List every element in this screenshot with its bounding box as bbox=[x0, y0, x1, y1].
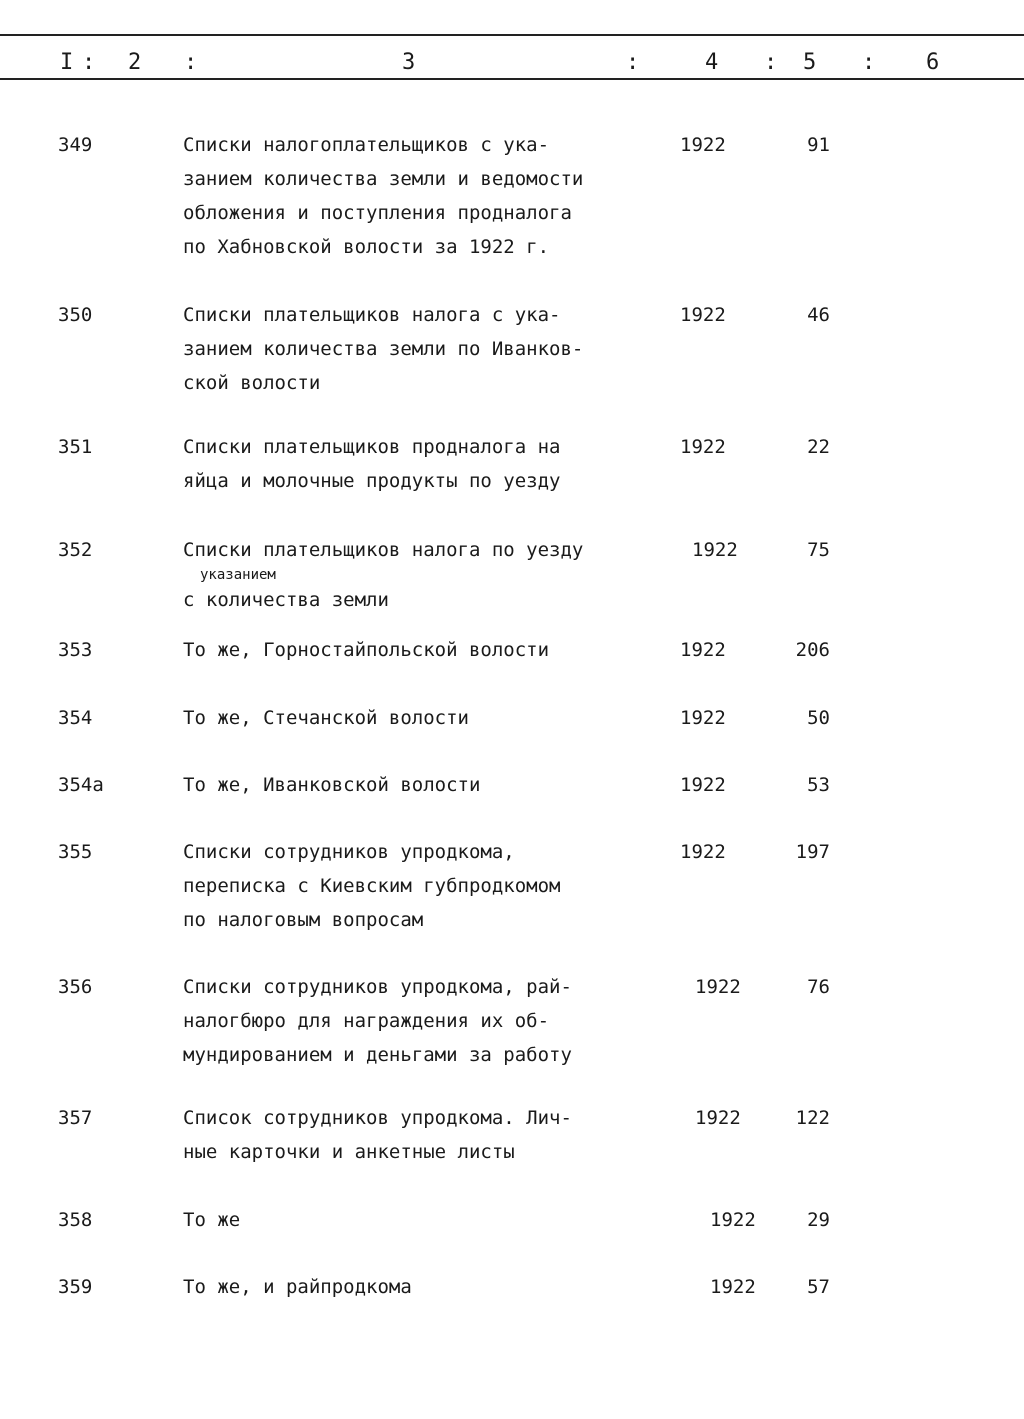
col-3-header: 3 bbox=[402, 50, 416, 75]
entry-number: 357 bbox=[58, 1107, 93, 1129]
entry-year: 1922 bbox=[680, 639, 726, 661]
description-line: переписка с Киевским губпродкомом bbox=[183, 875, 561, 897]
entry-description bbox=[183, 128, 673, 264]
entry-number: 355 bbox=[58, 841, 93, 863]
handwritten-insertion: указанием bbox=[200, 567, 276, 583]
description-line: То же, Горностайпольской волости bbox=[183, 639, 550, 661]
entry-number: 353 bbox=[58, 639, 93, 661]
entry-sheet-count: 53 bbox=[807, 774, 830, 796]
entry-description bbox=[183, 298, 673, 400]
entry-number: 350 bbox=[58, 304, 93, 326]
description-line: Списки сотрудников упродкома, рай- bbox=[183, 976, 572, 998]
col-1-header: I bbox=[60, 50, 74, 75]
entry-year: 1922 bbox=[680, 134, 726, 156]
entry-number: 358 bbox=[58, 1209, 93, 1231]
entry-sheet-count: 75 bbox=[807, 539, 830, 561]
description-line: Списки плательщиков налога с ука- bbox=[183, 304, 561, 326]
description-line: ской волости bbox=[183, 372, 321, 394]
top-rule bbox=[0, 34, 1024, 36]
description-line: Списки налогоплательщиков с ука- bbox=[183, 134, 550, 156]
description-line: по Хабновской волости за 1922 г. bbox=[183, 236, 550, 258]
description-line: налогбюро для награждения их об- bbox=[183, 1010, 550, 1032]
description-line: яйца и молочные продукты по уезду bbox=[183, 470, 561, 492]
entry-description bbox=[183, 970, 673, 1072]
col-5-header: 5 bbox=[803, 50, 817, 75]
entry-number: 349 bbox=[58, 134, 93, 156]
entry-year: 1922 bbox=[680, 436, 726, 458]
entry-year: 1922 bbox=[710, 1209, 756, 1231]
entry-number: 351 bbox=[58, 436, 93, 458]
entry-description bbox=[183, 768, 673, 802]
description-line: ные карточки и анкетные листы bbox=[183, 1141, 515, 1163]
description-line: То же, Стечанской волости bbox=[183, 707, 469, 729]
entry-sheet-count: 122 bbox=[795, 1107, 830, 1129]
description-line: с количества земли bbox=[183, 589, 389, 611]
entry-sheet-count: 197 bbox=[795, 841, 830, 863]
entry-year: 1922 bbox=[680, 841, 726, 863]
description-line: Списки плательщиков продналога на bbox=[183, 436, 561, 458]
description-line: занием количества земли и ведомости bbox=[183, 168, 584, 190]
entry-sheet-count: 29 bbox=[807, 1209, 830, 1231]
col-sep: : bbox=[862, 50, 876, 75]
description-line: То же, Иванковской волости bbox=[183, 774, 481, 796]
entry-year: 1922 bbox=[695, 976, 741, 998]
entry-description bbox=[183, 430, 673, 498]
entry-description bbox=[183, 1203, 673, 1237]
entry-description bbox=[183, 533, 673, 617]
entry-year: 1922 bbox=[692, 539, 738, 561]
entry-sheet-count: 50 bbox=[807, 707, 830, 729]
entry-description bbox=[183, 835, 673, 937]
col-4-header: 4 bbox=[705, 50, 719, 75]
col-sep: : bbox=[764, 50, 778, 75]
header-rule bbox=[0, 78, 1024, 80]
description-line: Списки сотрудников упродкома, bbox=[183, 841, 515, 863]
col-2-header: 2 bbox=[128, 50, 142, 75]
entry-number: 354а bbox=[58, 774, 104, 796]
entry-year: 1922 bbox=[680, 707, 726, 729]
description-line: То же, и райпродкома bbox=[183, 1276, 412, 1298]
entry-sheet-count: 91 bbox=[807, 134, 830, 156]
entry-number: 354 bbox=[58, 707, 93, 729]
entry-year: 1922 bbox=[680, 774, 726, 796]
entry-description bbox=[183, 701, 673, 735]
entry-number: 352 bbox=[58, 539, 93, 561]
entry-year: 1922 bbox=[710, 1276, 756, 1298]
description-line: Списки плательщиков налога по уезду bbox=[183, 539, 584, 561]
description-line: по налоговым вопросам bbox=[183, 909, 424, 931]
col-sep: : bbox=[626, 50, 640, 75]
entry-sheet-count: 46 bbox=[807, 304, 830, 326]
entry-description bbox=[183, 1101, 673, 1169]
entry-sheet-count: 57 bbox=[807, 1276, 830, 1298]
entry-description bbox=[183, 633, 673, 667]
col-sep: : bbox=[82, 50, 96, 75]
description-line: Список сотрудников упродкома. Лич- bbox=[183, 1107, 572, 1129]
col-6-header: 6 bbox=[926, 50, 940, 75]
description-line: мундированием и деньгами за работу bbox=[183, 1044, 572, 1066]
col-sep: : bbox=[184, 50, 198, 75]
entry-year: 1922 bbox=[695, 1107, 741, 1129]
description-line: То же bbox=[183, 1209, 241, 1231]
entry-sheet-count: 206 bbox=[795, 639, 830, 661]
entry-number: 356 bbox=[58, 976, 93, 998]
entry-sheet-count: 76 bbox=[807, 976, 830, 998]
entry-sheet-count: 22 bbox=[807, 436, 830, 458]
description-line: занием количества земли по Иванков- bbox=[183, 338, 584, 360]
entry-description bbox=[183, 1270, 673, 1304]
description-line: обложения и поступления продналога bbox=[183, 202, 572, 224]
entry-year: 1922 bbox=[680, 304, 726, 326]
entry-number: 359 bbox=[58, 1276, 93, 1298]
